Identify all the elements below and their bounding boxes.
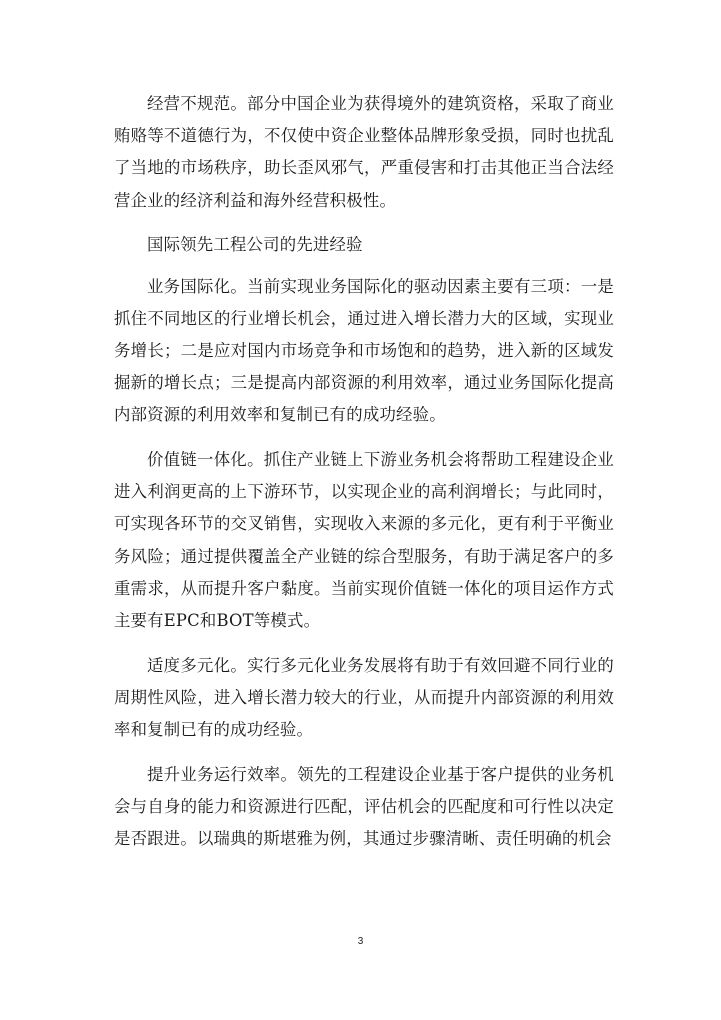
paragraph-value-chain-integration: 价值链一体化。抓住产业链上下游业务机会将帮助工程建设企业进入利润更高的上下游环节，以实现企业的高利润增长；与此同时，可实现各环节的交叉销售，实现收入来源的多元化，更有利于平衡业务风险；通过提供覆盖全产业链的综合型服务，有助于满足客户的多重需求，从而提升客户黏度。当前实现价值链一体化的项目运作方式主要有EPC和BOT等模式。 <box>114 450 614 631</box>
section-heading: 国际领先工程公司的先进经验 <box>147 235 363 255</box>
page-number: 3 <box>357 936 364 947</box>
paragraph-moderate-diversification: 适度多元化。实行多元化业务发展将有助于有效回避不同行业的周期性风险，进入增长潜力较大的行业，从而提升内部资源的利用效率和复制已有的成功经验。 <box>114 655 614 740</box>
paragraph-irregular-operations: 经营不规范。部分中国企业为获得境外的建筑资格，采取了商业贿赂等不道德行为，不仅使中资企业整体品牌形象受损，同时也扰乱了当地的市场秩序，助长歪风邪气，严重侵害和打击其他正当合法经营企业的经济利益和海外经营积极性。 <box>114 94 614 210</box>
document-body <box>114 88 614 868</box>
paragraph-business-internationalization: 业务国际化。当前实现业务国际化的驱动因素主要有三项：一是抓住不同地区的行业增长机会，通过进入增长潜力大的区域，实现业务增长；二是应对国内市场竞争和市场饱和的趋势，进入新的区域发掘新的增长点；三是提高内部资源的利用效率，通过业务国际化提高内部资源的利用效率和复制已有的成功经验。 <box>114 276 614 425</box>
paragraph-operational-efficiency: 提升业务运行效率。领先的工程建设企业基于客户提供的业务机会与自身的能力和资源进行匹配，评估机会的匹配度和可行性以决定是否跟进。以瑞典的斯堪雅为例，其通过步骤清晰、责任明确的机会 <box>114 764 614 849</box>
